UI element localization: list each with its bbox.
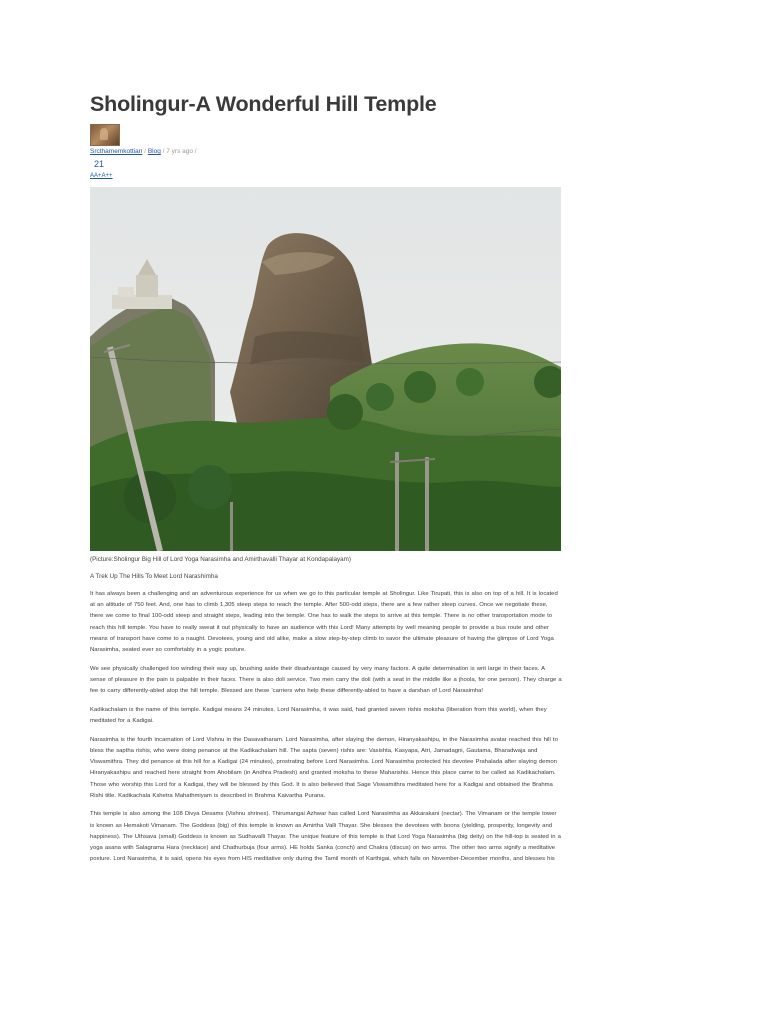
article-meta (90, 148, 197, 155)
image-caption: (Picture:Sholingur Big Hill of Lord Yoga Narasimha and Amirthavalli Thayar at Kondapalayam) (90, 556, 351, 563)
meta-separator: / (193, 148, 197, 155)
author-link[interactable]: Srcthamemkottian (90, 148, 143, 155)
article-paragraph: Kadikachalam is the name of this temple. Kadigai means 24 minutes. Lord Narasimha, it was said, had granted seven rishis moksha (liberation from this world), when they meditated for a Kadigai. (90, 706, 547, 725)
meta-separator: / (160, 148, 167, 155)
article-paragraph: We see physically challenged too winding their way up, brushing aside their disadvantage caused by very many factors. A quite determination is writ large in their faces. A sense of pleasure in the pain is palpable in their faces. There is also doli service. Two men carry the doli (with a seat in the middle like a jhoola, for one person). They charge a fee to carry differently-abled atop the hill temple. Blessed are these 'carriers who help these differently-abled to have a darshan of Lord Narasimha! (90, 665, 562, 695)
meta-separator: / (142, 148, 148, 155)
author-avatar[interactable] (90, 124, 120, 146)
page-title: Sholingur-A Wonderful Hill Temple (90, 92, 437, 116)
text-size-links[interactable]: AA+A++ (90, 173, 113, 179)
article-body (90, 589, 562, 873)
time-ago: 7 yrs ago (166, 148, 193, 155)
comment-count[interactable]: 21 (94, 159, 105, 169)
article-paragraph: This temple is also among the 108 Divya Desams (Vishnu shrines). Thirumangai Azhwar has called Lord Narasimha as Akkarakani (nectar). The Vimanam or the temple tower is known as Hemakoti Vimanam. The Goddess (big) of this temple is known as Amirtha Valli Thayar. She blesses the devotees with boons (yielding, prosperity, longevity and happiness). The Uthsava (small) Goddess is known as Sudhavalli Thayar. The unique feature of this temple is that Lord Yoga Narasimha (big deity) on the hill-top is seated in a yoga asana with Salagrama Hara (necklace) and Chathurbuja (four arms). HE holds Sanka (conch) and Chakra (discus) on two arms. The other two arms signify a meditative posture. Lord Narasimha, it is said, opens his eyes from HIS meditative only during the Tamil month of Karthigai, which falls on November-December months, and blesses his (90, 811, 561, 863)
article-paragraph: It has always been a challenging and an adventurous experience for us when we go to this particular temple at Sholingur. Like Tirupati, this is also on top of a hill. It is located at an altitude of 750 feet. And, one has to climb 1,305 steep steps to reach the temple. After 500-odd steps, there are a few rather steep curves. Once we negotiate these, there we come to final 100-odd steep and straight steps, leading into the temple. One has to walk the steps to arrive at this temple. There is no other transportation mode to reach this hill temple. You have to really sweat it out physically to have an audience with this Lord! Many attempts by well meaning people to provide a bus route and other means of transport have come to a naught. Devotees, young and old alike, make a slow step-by-step climb to savor the ultimate pleasure of having the glimpse of Lord Yoga Narasimha, seated ever so comfortably in a yogic posture. (90, 591, 558, 654)
article-subheading: A Trek Up The Hills To Meet Lord Narashimha (90, 573, 218, 580)
article-paragraph: Narasimha is the fourth incarnation of Lord Vishnu in the Dasavatharam. Lord Narasimha, after slaying the demon, Hiranyakashipu, in the Narasimha avatar reached this hill to bless the saptha rishis, who were doing penance at the Kadikachalam hill. The sapta (seven) rishis are: Vasishta, Kasyapa, Atri, Jamadagni, Gautama, Bharadwaja and Viswamithra. They did penance at this hill for a Kadigai (24 minutes), prostrating before Lord Narasimha. Lord Narasimha protected his devotee Prahalada after slaying demon Hiranyakashipu and reached here straight from Ahobilam (in Andhra Pradesh) and granted moksha to these Maharishis. Hence this place came to be called as Kadikachalam. Those who worship this Lord for a Kadigai, they will be blessed by this God. It is also believed that Sage Viswamithra meditated here for a Kadigai and obtained the Brahma Rishi title. Kadikachala Kshetra Mahathmiyam is described in Brahma Kaivartha Purana. (90, 736, 558, 799)
category-link[interactable]: Blog (147, 148, 161, 155)
temple-hill-photo (90, 187, 561, 551)
